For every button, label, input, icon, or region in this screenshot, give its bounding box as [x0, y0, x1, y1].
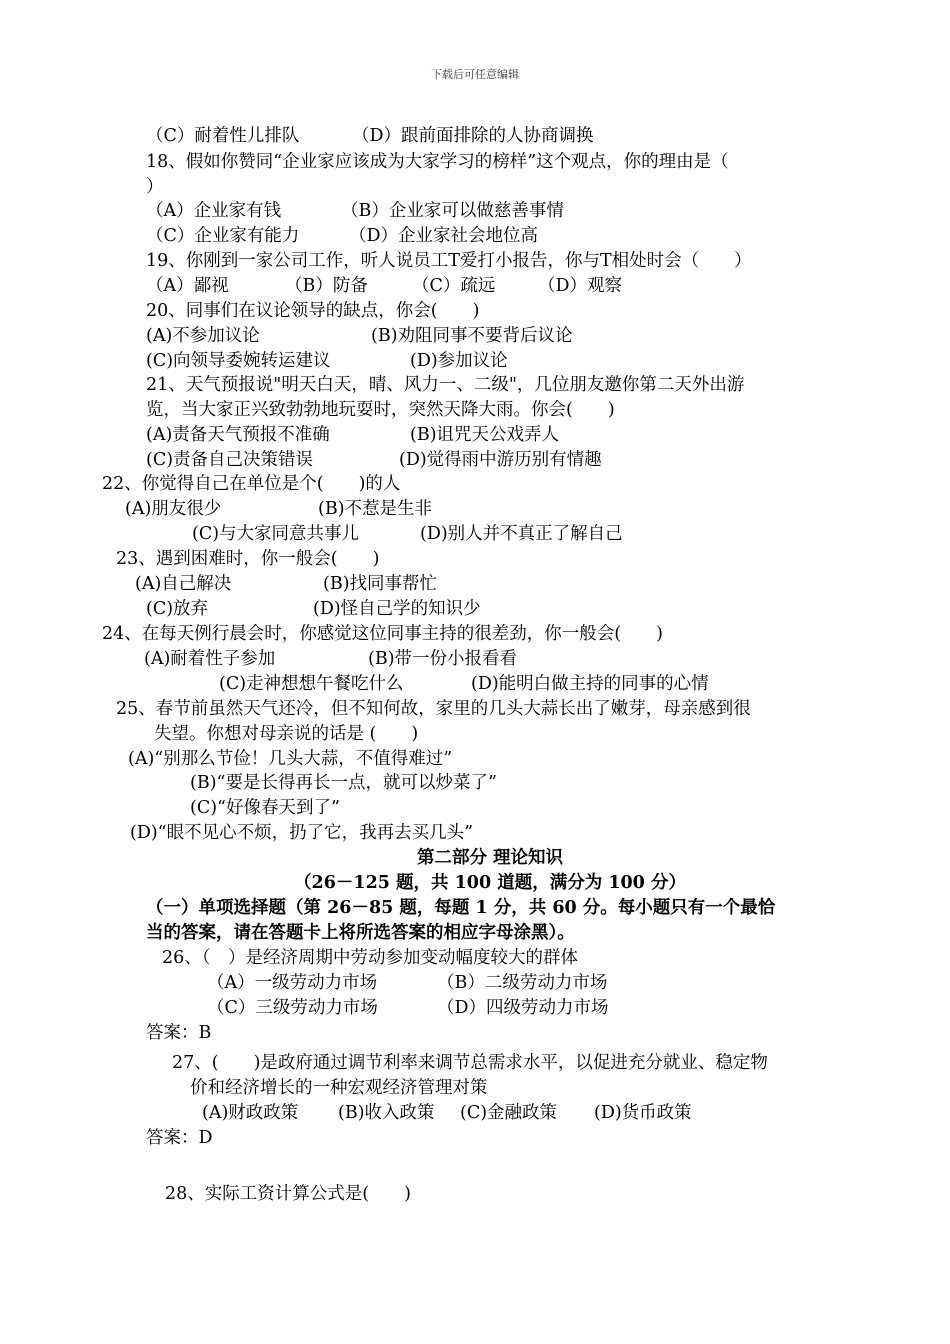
q24-option-a: (A)耐着性子参加: [144, 649, 276, 669]
q17-options-row: [146, 124, 594, 148]
q27-answer: 答案：D: [146, 1128, 213, 1148]
q19-option-d: （D）观察: [538, 276, 623, 296]
q27-option-d: (D)货币政策: [594, 1103, 692, 1123]
q27-option-c: (C)金融政策: [460, 1103, 558, 1123]
q28-question: 28、实际工资计算公式是( ): [165, 1184, 411, 1204]
part-two-subtitle: （26－125 题，共 100 道题，满分为 100 分）: [294, 873, 686, 893]
q22-question: 22、你觉得自己在单位是个( )的人: [102, 474, 401, 494]
q25-option-c: (C)“好像春天到了”: [190, 798, 340, 818]
q21-option-c: (C)责备自己决策错误: [146, 450, 314, 470]
q19-option-c: （C）疏远: [412, 276, 496, 296]
q19-question: 19、你刚到一家公司工作，听人说员工T爱打小报告，你与T相处时会（ ）: [146, 251, 752, 271]
q24-option-d: (D)能明白做主持的同事的心情: [471, 674, 709, 694]
q22-option-b: (B)不惹是生非: [318, 499, 433, 519]
q23-option-c: (C)放弃: [146, 599, 209, 619]
q17-option-d: （D）跟前面排除的人协商调换: [352, 126, 594, 146]
q18-option-d: （D）企业家社会地位高: [349, 226, 539, 246]
q21-question-cont: 览，当大家正兴致勃勃地玩耍时，突然天降大雨。你会( ): [146, 400, 615, 420]
q25-question-cont: 失望。你想对母亲说的话是 ( ): [154, 724, 419, 744]
q27-question-cont: 价和经济增长的一种宏观经济管理对策: [190, 1078, 488, 1098]
q25-question: 25、春节前虽然天气还冷，但不知何故，家里的几头大蒜长出了嫩芽，母亲感到很: [116, 699, 751, 719]
q19-option-b: （B）防备: [285, 276, 368, 296]
q20-option-d: (D)参加议论: [410, 351, 508, 371]
q20-question: 20、同事们在议论领导的缺点，你会( ): [146, 301, 480, 321]
q18-option-b: （B）企业家可以做慈善事情: [341, 201, 564, 221]
q21-question: 21、天气预报说"明天白天，晴、风力一、二级"，几位朋友邀你第二天外出游: [146, 375, 745, 395]
q26-option-a: （A）一级劳动力市场: [207, 973, 378, 993]
q26-answer: 答案：B: [146, 1023, 212, 1043]
q18-option-a: （A）企业家有钱: [146, 201, 282, 221]
q21-option-a: (A)责备天气预报不准确: [146, 425, 330, 445]
q18-question: 18、假如你赞同“企业家应该成为大家学习的榜样”这个观点，你的理由是（: [146, 152, 729, 172]
q22-option-c: (C)与大家同意共事儿: [192, 524, 360, 544]
q23-option-d: (D)怪自己学的知识少: [313, 599, 481, 619]
q22-option-a: (A)朋友很少: [125, 499, 222, 519]
page-header: 下载后可任意编辑: [431, 68, 519, 81]
q27-question: 27、( )是政府通过调节利率来调节总需求水平，以促进充分就业、稳定物: [172, 1053, 768, 1073]
q23-option-a: (A)自己解决: [135, 574, 232, 594]
section-one-heading: （一）单项选择题（第 26－85 题，每题 1 分，共 60 分。每小题只有一个最恰: [146, 898, 776, 918]
q26-option-b: （B）二级劳动力市场: [437, 973, 608, 993]
part-two-title: 第二部分 理论知识: [416, 848, 564, 868]
q26-question: 26、（ ）是经济周期中劳动参加变动幅度较大的群体: [162, 948, 579, 968]
q18-question-cont: ）: [146, 177, 164, 197]
q17-option-c: （C）耐着性儿排队: [146, 126, 300, 146]
section-one-heading-cont: 当的答案，请在答题卡上将所选答案的相应字母涂黑）。: [146, 923, 575, 943]
q21-option-d: (D)觉得雨中游历别有情趣: [399, 450, 602, 470]
q23-question: 23、遇到困难时，你一般会( ): [116, 549, 380, 569]
q21-option-b: (B)诅咒天公戏弄人: [410, 425, 560, 445]
q23-option-b: (B)找同事帮忙: [323, 574, 438, 594]
q20-option-a: (A)不参加议论: [146, 326, 260, 346]
q25-option-d: (D)“眼不见心不烦，扔了它，我再去买几头”: [130, 823, 474, 843]
q27-option-b: (B)收入政策: [338, 1103, 435, 1123]
q24-question: 24、在每天例行晨会时，你感觉这位同事主持的很差劲，你一般会( ): [102, 624, 663, 644]
q26-option-d: （D）四级劳动力市场: [437, 998, 609, 1018]
q19-option-a: （A）鄙视: [146, 276, 229, 296]
q18-option-c: （C）企业家有能力: [146, 226, 300, 246]
q24-option-b: (B)带一份小报看看: [368, 649, 518, 669]
q25-option-a: (A)“别那么节俭！几头大蒜，不值得难过”: [128, 749, 453, 769]
q24-option-c: (C)走神想想午餐吃什么: [219, 674, 404, 694]
q22-option-d: (D)别人并不真正了解自己: [420, 524, 623, 544]
q20-option-c: (C)向领导委婉转运建议: [146, 351, 331, 371]
q25-option-b: (B)“要是长得再长一点，就可以炒菜了”: [190, 773, 497, 793]
q20-option-b: (B)劝阻同事不要背后议论: [371, 326, 573, 346]
q27-option-a: (A)财政政策: [202, 1103, 299, 1123]
q26-option-c: （C）三级劳动力市场: [207, 998, 378, 1018]
